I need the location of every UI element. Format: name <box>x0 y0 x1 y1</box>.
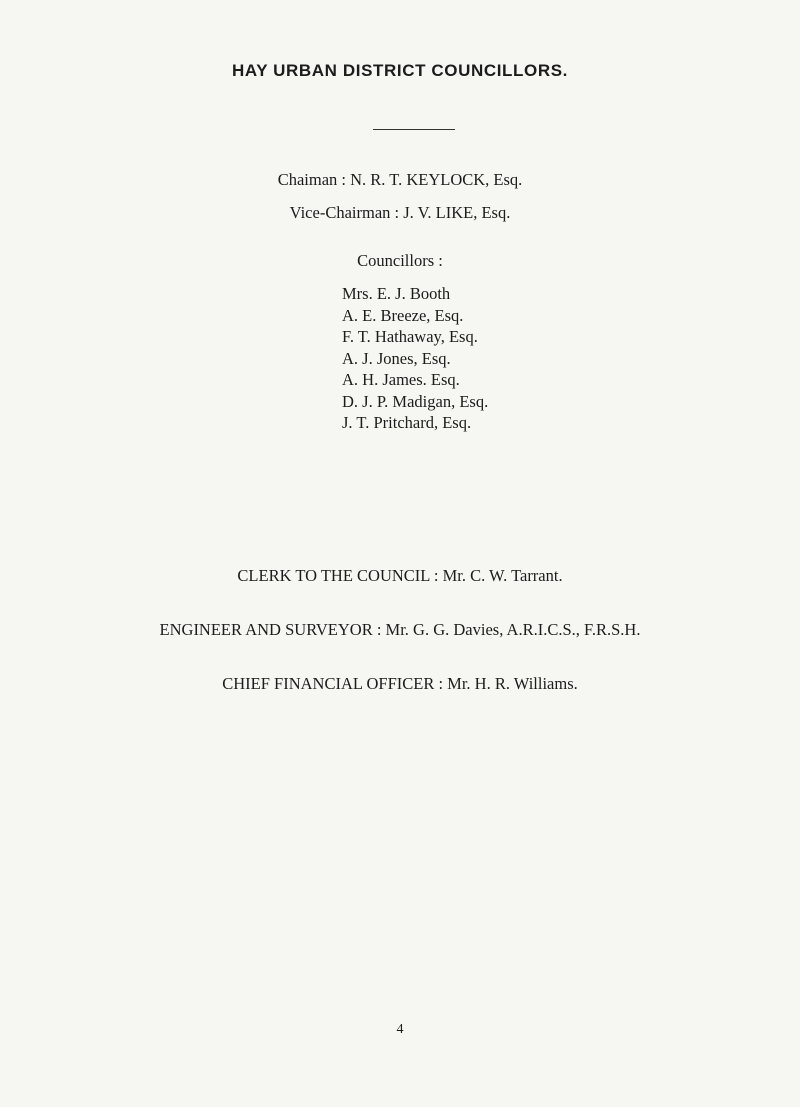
councillors-label: Councillors : <box>357 251 443 270</box>
vice-chairman-line: Vice-Chairman : J. V. LIKE, Esq. <box>289 203 511 222</box>
councillor-item: Mrs. E. J. Booth <box>342 284 451 303</box>
engineer-line: ENGINEER AND SURVEYOR : Mr. G. G. Davies, A.R.I.C.S., F.R.S.H. <box>159 620 641 639</box>
page-title: HAY URBAN DISTRICT COUNCILLORS. <box>232 61 568 80</box>
councillor-item: A. E. Breeze, Esq. <box>342 305 464 325</box>
councillor-item: A. H. James. Esq. <box>342 370 460 389</box>
page-number: 4 <box>396 1022 404 1037</box>
clerk-line: CLERK TO THE COUNCIL : Mr. C. W. Tarrant. <box>237 566 563 585</box>
heading-divider <box>373 129 455 130</box>
councillor-list <box>342 283 488 434</box>
financial-officer-line: CHIEF FINANCIAL OFFICER : Mr. H. R. Williams. <box>222 674 578 693</box>
councillor-item: D. J. P. Madigan, Esq. <box>342 391 489 411</box>
councillor-item: J. T. Pritchard, Esq. <box>342 413 472 432</box>
councillor-item: A. J. Jones, Esq. <box>342 348 451 368</box>
chairman-line: Chaiman : N. R. T. KEYLOCK, Esq. <box>277 170 523 189</box>
councillor-item: F. T. Hathaway, Esq. <box>342 327 478 346</box>
